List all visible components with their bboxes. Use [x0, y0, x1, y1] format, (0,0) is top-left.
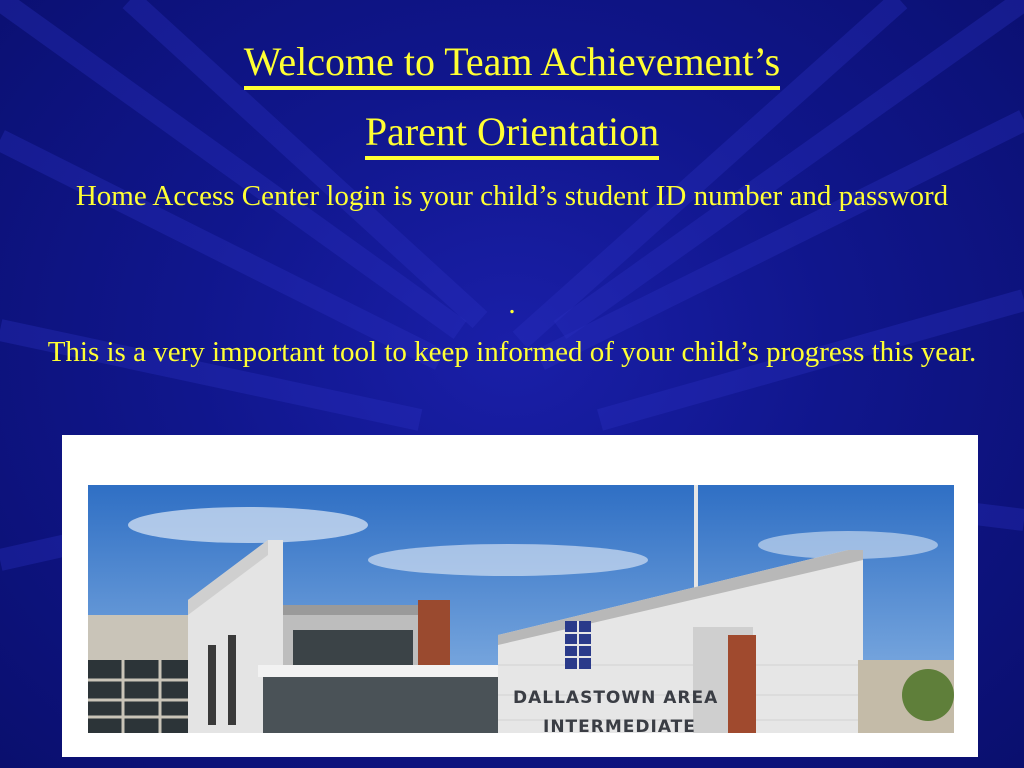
importance-text: This is a very important tool to keep informed of your child’s progress this year.: [47, 336, 977, 368]
slide-title-line1: Welcome to Team Achievement’s: [0, 38, 1024, 86]
login-info-text: Home Access Center login is your child’s student ID number and password: [75, 180, 949, 212]
school-sign-line1: DALLASTOWN AREA: [513, 688, 719, 708]
school-building-photo: [88, 485, 954, 733]
school-photo-frame: [62, 435, 978, 757]
separator-dot: .: [508, 288, 516, 320]
school-sign-line2: INTERMEDIATE: [543, 717, 696, 733]
slide-title-line2: Parent Orientation: [0, 108, 1024, 156]
